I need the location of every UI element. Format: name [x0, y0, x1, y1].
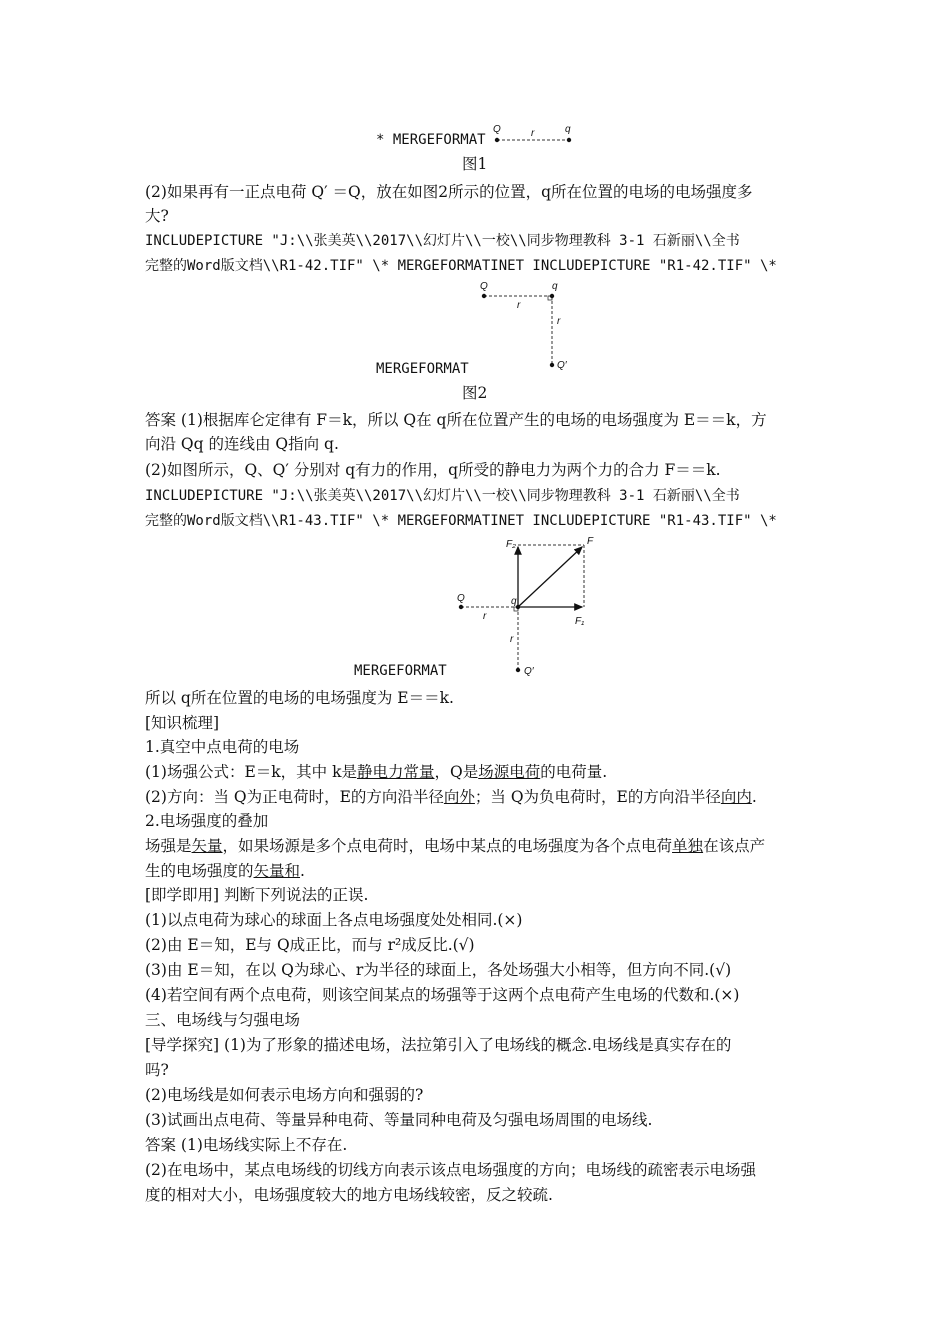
fig1-label-Q: Q [493, 124, 501, 135]
includepicture-42-line-1: INCLUDEPICTURE "J:\\张美英\\2017\\幻灯片\\一校\\同步物理教科 3-1 石新丽\\全书 [145, 233, 740, 249]
answer-line-2: 向沿 Qq 的连线由 Q指向 q. [145, 435, 339, 453]
practice-item-3: (3)由 E＝知，在以 Q为球心、r为半径的球面上，各处场强大小相等，但方向不同.(√) [145, 961, 732, 979]
fig2-label-Q-prime: Q′ [557, 360, 567, 371]
answer-line-3: (2)如图所示，Q、Q′ 分别对 q有力的作用，q所受的静电力为两个力的合力 F＝＝k. [145, 461, 721, 479]
includepicture-43-line-2: 完整的Word版文档\\R1-43.TIF" \* MERGEFORMATINET INCLUDEPICTURE "R1-43.TIF" \* [145, 513, 777, 529]
heading-superposition: 2.电场强度的叠加 [145, 812, 269, 830]
section-3-heading: 三、电场线与匀强电场 [145, 1011, 301, 1029]
practice-item-1: (1)以点电荷为球心的球面上各点电场强度处处相同.(×) [145, 911, 523, 929]
fig2-label-q: q [552, 281, 558, 292]
fig2-label-r-vertical: r [557, 316, 561, 327]
fig3-label-r-vertical: r [510, 634, 514, 645]
practice-item-4: (4)若空间有两个点电荷，则该空间某点的场强等于这两个点电荷产生电场的代数和.(×) [145, 986, 740, 1004]
fig3-label-r-horizontal: r [483, 611, 487, 622]
practice-item-2: (2)由 E＝知，E与 Q成正比，而与 r²成反比.(√) [145, 936, 475, 954]
answer-2-line-1: 答案 (1)电场线实际上不存在. [145, 1136, 348, 1154]
guided-inquiry-line-2: 吗? [145, 1061, 169, 1079]
fig2-label-r-horizontal: r [517, 300, 521, 311]
guided-inquiry-line-1: [导学探究] (1)为了形象的描述电场，法拉第引入了电场线的概念.电场线是真实存在的 [145, 1036, 732, 1054]
conclusion: 所以 q所在位置的电场的电场强度为 E＝＝k. [145, 689, 454, 707]
fig1-label-q: q [565, 124, 571, 135]
knowledge-header: [知识梳理] [145, 714, 220, 732]
includepicture-42-line-2: 完整的Word版文档\\R1-42.TIF" \* MERGEFORMATINET INCLUDEPICTURE "R1-42.TIF" \* [145, 258, 777, 274]
guided-inquiry-line-4: (3)试画出点电荷、等量异种电荷、等量同种电荷及匀强电场周围的电场线. [145, 1111, 653, 1129]
mergeformat-42: MERGEFORMAT [376, 361, 469, 377]
guided-inquiry-line-3: (2)电场线是如何表示电场方向和强弱的? [145, 1086, 424, 1104]
fig3-label-Q: Q [457, 593, 465, 604]
fig3-label-F2: F₂ [506, 539, 516, 550]
fig3-label-F1: F₁ [575, 616, 585, 627]
question-2-line-2: 大? [145, 207, 169, 225]
formula-line: (1)场强公式：E＝k，其中 k是静电力常量，Q是场源电荷的电荷量. [145, 763, 608, 781]
mergeformat-43: MERGEFORMAT [354, 663, 447, 679]
figure-1-caption: 图1 [462, 155, 488, 173]
question-2-line-1: (2)如果再有一正点电荷 Q′ ＝Q，放在如图2所示的位置，q所在位置的电场的电场强度多 [145, 183, 753, 201]
fig3-label-F: F [587, 536, 594, 547]
answer-2-line-3: 度的相对大小，电场强度较大的地方电场线较密，反之较疏. [145, 1186, 553, 1204]
heading-point-charge-field: 1.真空中点电荷的电场 [145, 738, 300, 756]
includepicture-43-line-1: INCLUDEPICTURE "J:\\张美英\\2017\\幻灯片\\一校\\同步物理教科 3-1 石新丽\\全书 [145, 488, 740, 504]
figure-3 [0, 0, 1, 1]
superposition-line-1: 场强是矢量，如果场源是多个点电荷时，电场中某点的电场强度为各个点电荷单独在该点产 [145, 837, 766, 855]
answer-2-line-2: (2)在电场中，某点电场线的切线方向表示该点电场强度的方向；电场线的疏密表示电场强 [145, 1161, 756, 1179]
direction-line: (2)方向：当 Q为正电荷时，E的方向沿半径向外；当 Q为负电荷时，E的方向沿半径向内. [145, 788, 757, 806]
fig1-label-r: r [531, 128, 535, 139]
fig2-label-Q: Q [480, 281, 488, 292]
practice-header: [即学即用] 判断下列说法的正误. [145, 886, 369, 904]
fig3-label-q: q [511, 596, 517, 607]
answer-line-1: 答案 (1)根据库仑定律有 F＝k，所以 Q在 q所在位置产生的电场的电场强度为 E＝＝k，方 [145, 411, 767, 429]
superposition-line-2: 生的电场强度的矢量和. [145, 862, 305, 880]
mergeformat-field-code: * MERGEFORMAT [376, 132, 486, 148]
fig3-label-Q-prime: Q′ [524, 666, 534, 677]
figure-2-caption: 图2 [462, 384, 488, 402]
